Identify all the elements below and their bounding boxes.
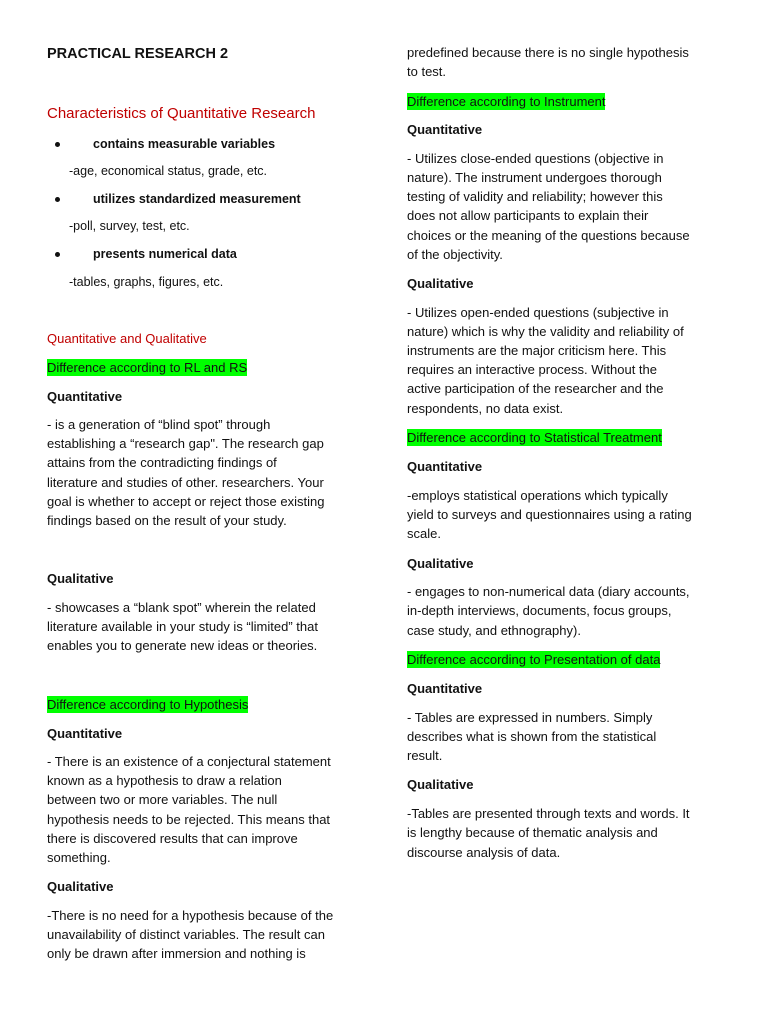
qq-heading: Quantitative and Qualitative bbox=[47, 331, 207, 346]
text-line: active participation of the researcher and the bbox=[407, 381, 664, 396]
text-line: - There is an existence of a conjectural statement bbox=[47, 754, 331, 769]
characteristics-heading: Characteristics of Quantitative Research bbox=[47, 105, 316, 122]
quantitative-label: Quantitative bbox=[407, 122, 483, 137]
text-line: yield to surveys and questionnaires using a rating bbox=[407, 507, 692, 522]
section-heading-rl-rs bbox=[47, 358, 362, 377]
quantitative-label: Quantitative bbox=[47, 389, 123, 404]
text-line: - Utilizes close-ended questions (objective in bbox=[407, 151, 664, 166]
text-line: hypothesis needs to be rejected. This means that bbox=[47, 812, 331, 827]
text-line: result. bbox=[407, 748, 443, 763]
bullet-text: utilizes standardized measurement bbox=[93, 192, 301, 206]
text-line: requires an interactive process. Without the bbox=[407, 362, 658, 377]
section-heading-presentation bbox=[407, 650, 725, 669]
text-line: -employs statistical operations which typically bbox=[407, 488, 668, 503]
text-line: scale. bbox=[407, 526, 441, 541]
text-line: known as a hypothesis to draw a relation bbox=[47, 773, 282, 788]
bullet-example: -poll, survey, test, etc. bbox=[69, 219, 190, 233]
text-line: goal is whether to accept or reject those existing bbox=[47, 494, 325, 509]
text-line: case study, and ethnography). bbox=[407, 623, 581, 638]
bullet-example: -age, economical status, grade, etc. bbox=[69, 164, 268, 178]
document-title: PRACTICAL RESEARCH 2 bbox=[47, 46, 229, 62]
text-line: is lengthy because of thematic analysis and bbox=[407, 825, 658, 840]
text-line: discourse analysis of data. bbox=[407, 845, 561, 860]
quantitative-label: Quantitative bbox=[47, 726, 123, 741]
text-line: literature available in your study is “limited” that bbox=[47, 619, 318, 634]
qualitative-label: Qualitative bbox=[407, 777, 474, 792]
qualitative-label: Qualitative bbox=[407, 556, 474, 571]
text-line: of the objectivity. bbox=[407, 247, 503, 262]
text-line: testing of validity and reliability; however this bbox=[407, 189, 663, 204]
text-line: - showcases a “blank spot” wherein the related bbox=[47, 600, 316, 615]
text-line: findings based on the result of your study. bbox=[47, 513, 287, 528]
text-line: nature). The instrument undergoes thorough bbox=[407, 170, 662, 185]
text-line: between two or more variables. The null bbox=[47, 792, 278, 807]
text-line: -There is no need for a hypothesis because of the bbox=[47, 908, 334, 923]
bullet-dot-icon bbox=[55, 197, 60, 202]
text-line: establishing a “research gap". The research gap bbox=[47, 436, 324, 451]
highlight-label: Difference according to Statistical Treatment bbox=[407, 430, 662, 445]
bullet-example: -tables, graphs, figures, etc. bbox=[69, 275, 224, 289]
highlight-label: Difference according to Instrument bbox=[407, 94, 606, 109]
bullet-text: contains measurable variables bbox=[93, 137, 276, 151]
text-line: predefined because there is no single hypothesis bbox=[407, 45, 689, 60]
bullet-item bbox=[47, 135, 362, 154]
text-line: describes what is shown from the statistical bbox=[407, 729, 657, 744]
section-heading-statistical bbox=[407, 428, 725, 447]
quantitative-label: Quantitative bbox=[407, 681, 483, 696]
bullet-item bbox=[47, 245, 362, 264]
text-line: enables you to generate new ideas or theories. bbox=[47, 638, 318, 653]
quantitative-label: Quantitative bbox=[407, 459, 483, 474]
text-line: choices or the meaning of the questions because bbox=[407, 228, 690, 243]
text-line: respondents, no data exist. bbox=[407, 401, 564, 416]
text-line: - Tables are expressed in numbers. Simply bbox=[407, 710, 653, 725]
highlight-label: Difference according to RL and RS bbox=[47, 360, 248, 375]
text-line: literature and studies of other. researchers. Your bbox=[47, 475, 324, 490]
text-line: nature) which is why the validity and reliability of bbox=[407, 324, 684, 339]
text-line: something. bbox=[47, 850, 111, 865]
text-line: to test. bbox=[407, 64, 447, 79]
text-line: attains from the contradicting findings of bbox=[47, 455, 277, 470]
text-line: instruments are the major criticism here. This bbox=[407, 343, 667, 358]
text-line: unavailability of distinct variables. The result can bbox=[47, 927, 325, 942]
section-heading-hypothesis bbox=[47, 695, 362, 714]
bullet-text: presents numerical data bbox=[93, 247, 237, 261]
text-line: - is a generation of “blind spot” through bbox=[47, 417, 271, 432]
qualitative-label: Qualitative bbox=[407, 276, 474, 291]
qualitative-label: Qualitative bbox=[47, 571, 114, 586]
qualitative-label: Qualitative bbox=[47, 879, 114, 894]
text-line: -Tables are presented through texts and words. It bbox=[407, 806, 690, 821]
bullet-item bbox=[47, 190, 362, 209]
bullet-dot-icon bbox=[55, 252, 60, 257]
text-line: in-depth interviews, documents, focus groups, bbox=[407, 603, 672, 618]
text-line: does not allow participants to explain their bbox=[407, 208, 649, 223]
text-line: - engages to non-numerical data (diary accounts, bbox=[407, 584, 690, 599]
section-heading-instrument bbox=[407, 92, 725, 111]
text-line: there is discovered results that can improve bbox=[47, 831, 298, 846]
highlight-label: Difference according to Hypothesis bbox=[47, 697, 249, 712]
text-line: - Utilizes open-ended questions (subjective in bbox=[407, 305, 669, 320]
highlight-label: Difference according to Presentation of data bbox=[407, 652, 661, 667]
bullet-dot-icon bbox=[55, 142, 60, 147]
text-line: only be drawn after immersion and nothing is bbox=[47, 946, 306, 961]
